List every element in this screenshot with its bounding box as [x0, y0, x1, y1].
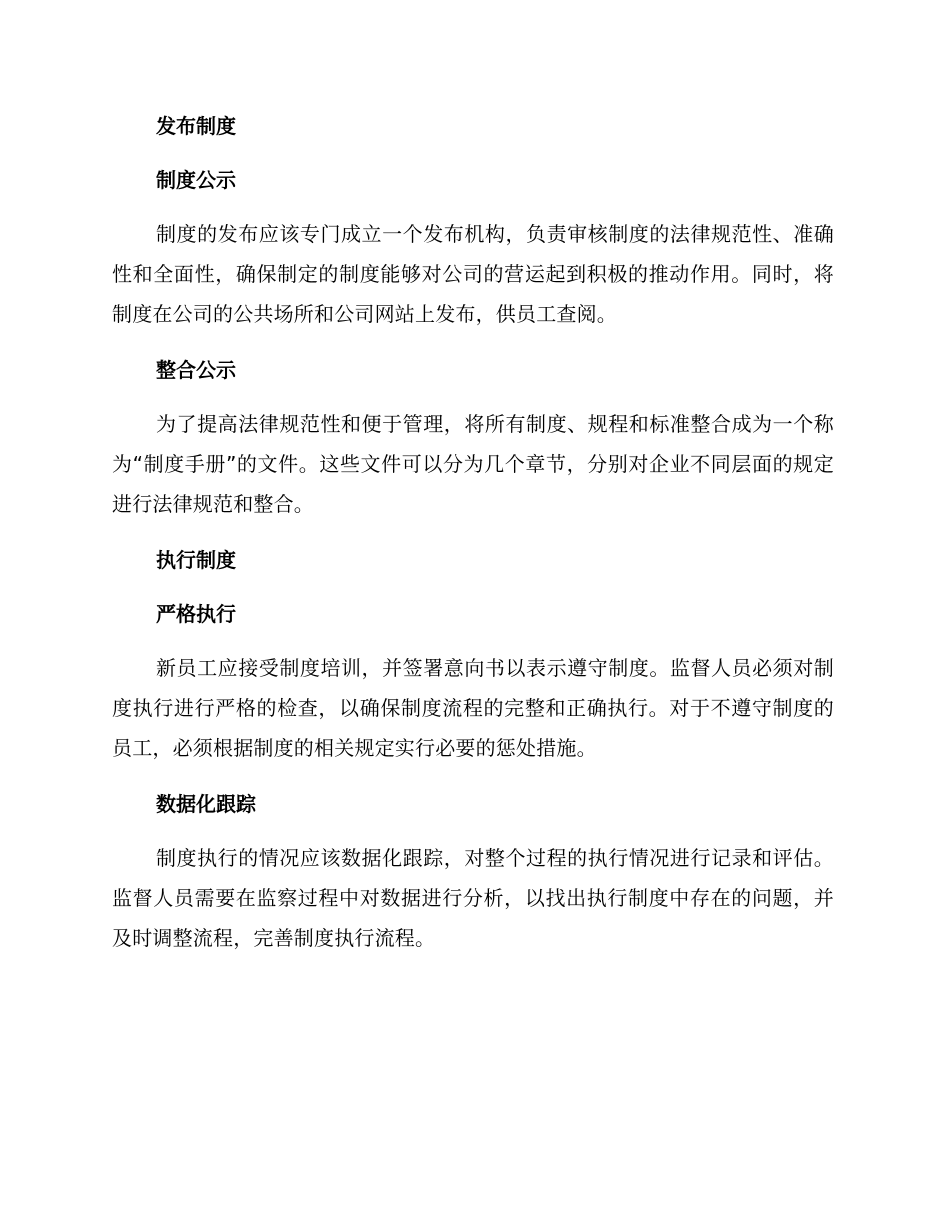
subheading-announcement: 制度公示 — [156, 168, 236, 192]
paragraph-strict-execution: 新员工应接受制度培训，并签署意向书以表示遵守制度。监督人员必须对制度执行进行严格的检查，以确保制度流程的完整和正确执行。对于不遵守制度的员工，必须根据制度的相关规定实行必要的惩处措施。 — [112, 656, 834, 760]
paragraph-integration: 为了提高法律规范性和便于管理，将所有制度、规程和标准整合成为一个称为“制度手册”的文件。这些文件可以分为几个章节，分别对企业不同层面的规定进行法律规范和整合。 — [112, 412, 834, 516]
subheading-strict-execution: 严格执行 — [156, 602, 236, 626]
section-heading-execute: 执行制度 — [156, 548, 236, 572]
paragraph-data-tracking: 制度执行的情况应该数据化跟踪，对整个过程的执行情况进行记录和评估。监督人员需要在监察过程中对数据进行分析，以找出执行制度中存在的问题，并及时调整流程，完善制度执行流程。 — [112, 846, 834, 950]
paragraph-announcement: 制度的发布应该专门成立一个发布机构，负责审核制度的法律规范性、准确性和全面性，确保制定的制度能够对公司的营运起到积极的推动作用。同时，将制度在公司的公共场所和公司网站上发布，供员工查阅。 — [112, 222, 834, 326]
document-page — [112, 110, 834, 958]
subheading-integration: 整合公示 — [156, 358, 236, 382]
section-heading-publish: 发布制度 — [156, 114, 236, 138]
subheading-data-tracking: 数据化跟踪 — [156, 792, 256, 816]
